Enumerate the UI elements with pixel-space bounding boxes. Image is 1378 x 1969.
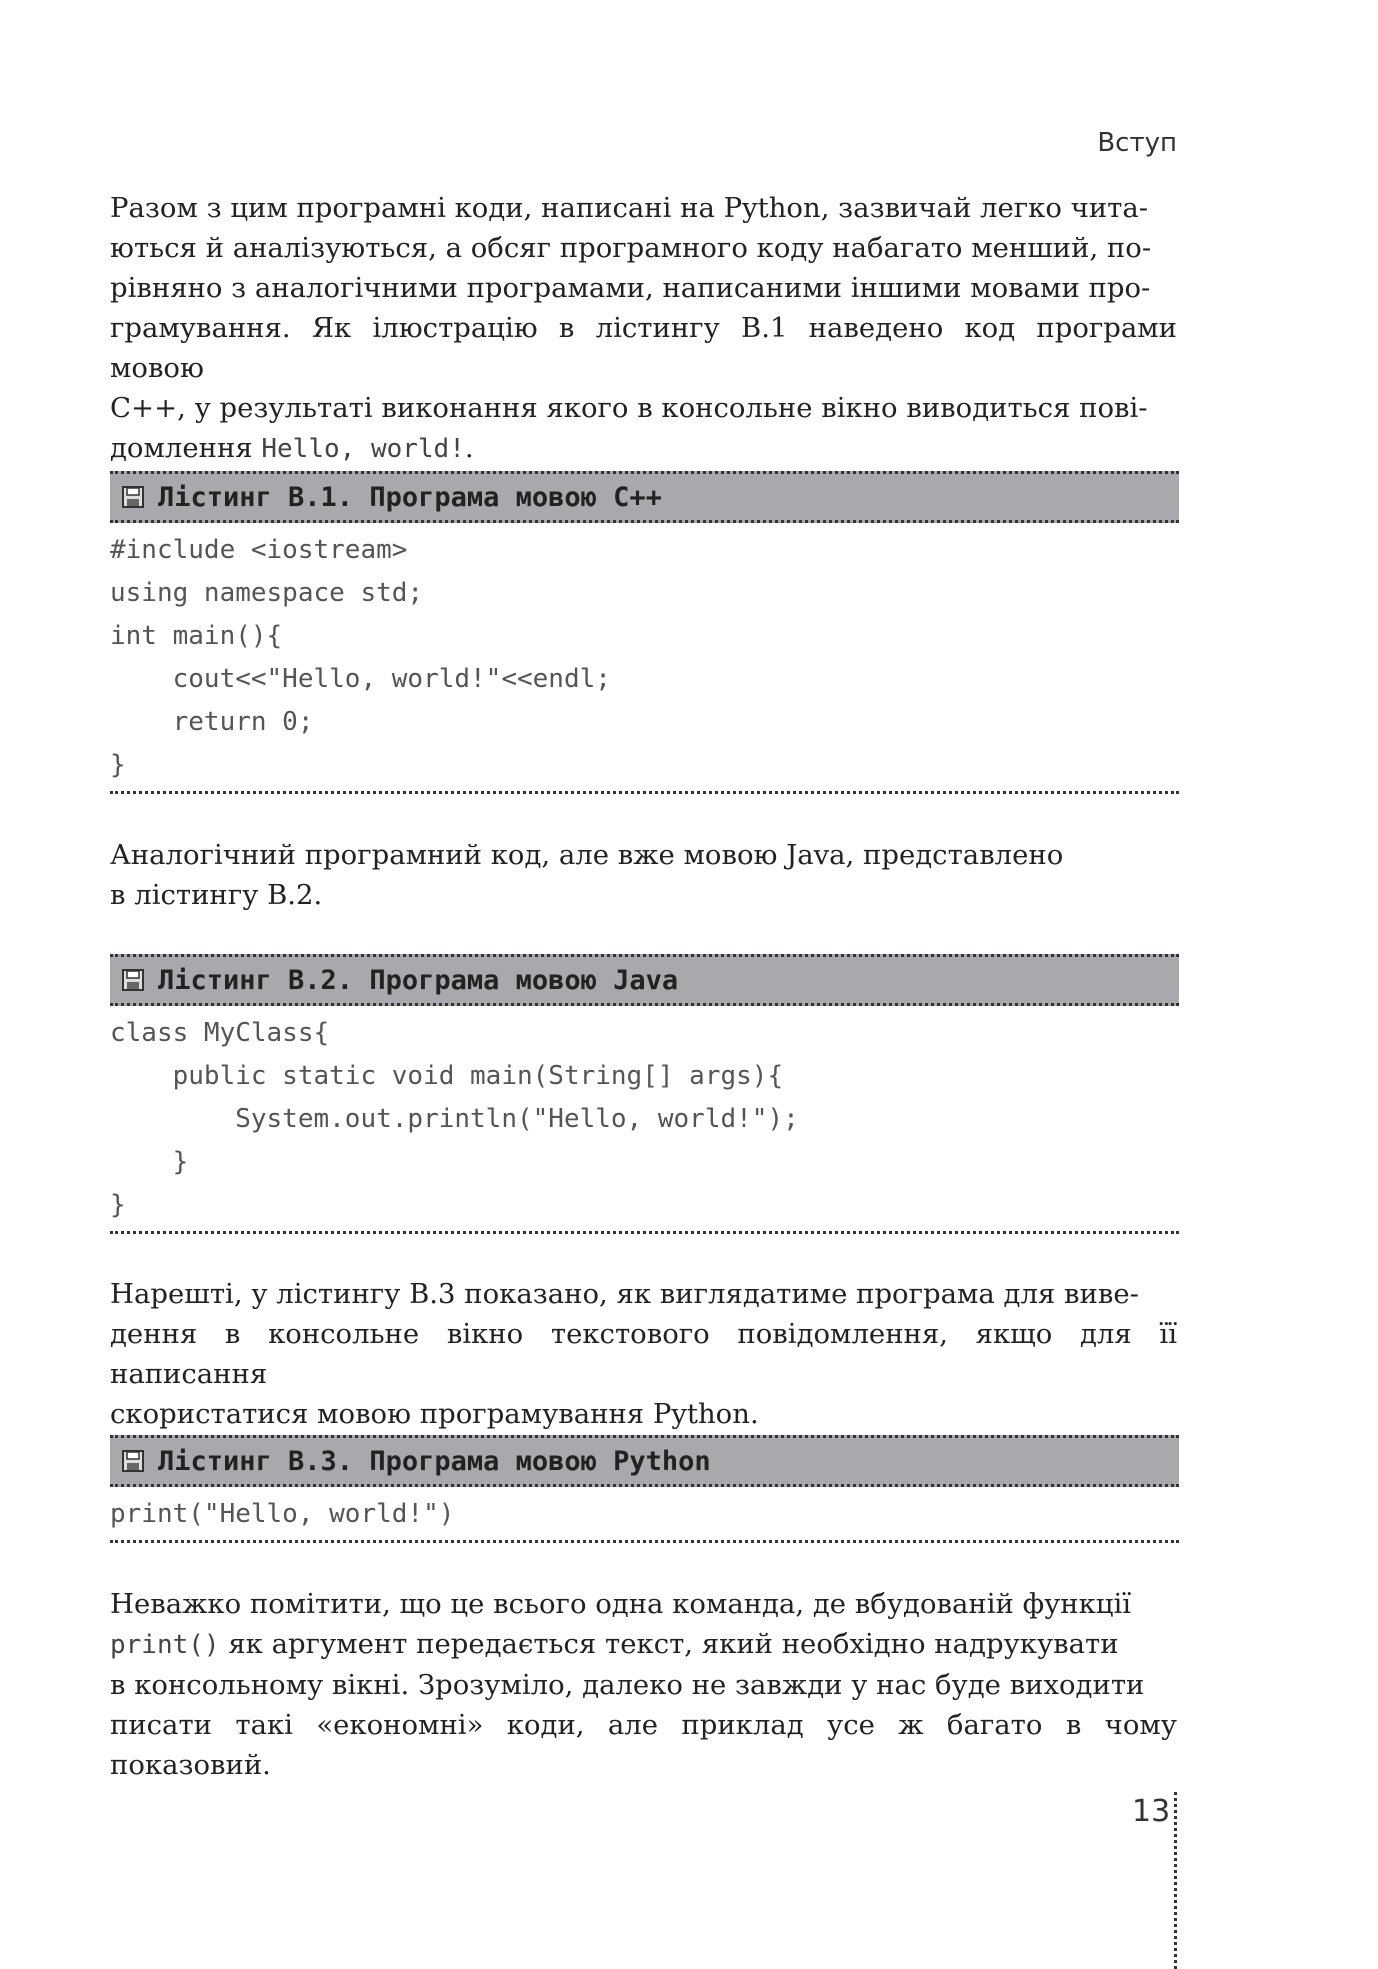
code-line: System.out.println("Hello, world!"); bbox=[110, 1104, 799, 1134]
code-line: using namespace std; bbox=[110, 578, 424, 608]
text-line: C++, у результаті виконання якого в консольне вікно виводиться пові- bbox=[110, 392, 1148, 424]
text-fragment: . bbox=[464, 432, 474, 464]
code-line: class MyClass{ bbox=[110, 1018, 330, 1048]
floppy-disk-icon bbox=[122, 969, 144, 991]
text-line: писати такі «економні» коди, але приклад усе ж багато в чому показовий. bbox=[110, 1709, 1177, 1781]
listing-header bbox=[110, 1435, 1179, 1487]
code-line: #include <iostream> bbox=[110, 535, 408, 565]
code-block bbox=[110, 1006, 1179, 1234]
text-line: в лістингу В.2. bbox=[110, 879, 323, 911]
page-number: 13 bbox=[1132, 1794, 1171, 1829]
text-line: Нарешті, у лістингу В.3 показано, як виглядатиме програма для виве- bbox=[110, 1278, 1139, 1310]
code-line: } bbox=[110, 750, 126, 780]
inline-code: print() bbox=[110, 1630, 220, 1660]
page-edge-rule bbox=[1174, 1792, 1177, 1969]
floppy-disk-icon bbox=[122, 1450, 144, 1472]
text-line: скористатися мовою програмування Python. bbox=[110, 1398, 759, 1430]
listing-header bbox=[110, 471, 1179, 523]
intro-paragraph bbox=[110, 188, 1177, 469]
listing-title: Лістинг В.1. Програма мовою C++ bbox=[158, 481, 662, 513]
text-line: дення в консольне вікно текстового повідомлення, якщо для її написання bbox=[110, 1318, 1177, 1390]
code-block bbox=[110, 523, 1179, 794]
text-line: рівняно з аналогічними програмами, написаними іншими мовами про- bbox=[110, 272, 1151, 304]
code-block bbox=[110, 1487, 1179, 1543]
code-line: } bbox=[110, 1147, 189, 1177]
text-line: в консольному вікні. Зрозуміло, далеко не завжди у нас буде виходити bbox=[110, 1669, 1145, 1701]
text-fragment: домлення bbox=[110, 432, 262, 464]
text-line: Разом з цим програмні коди, написані на Python, зазвичай легко чита- bbox=[110, 192, 1149, 224]
code-line: } bbox=[110, 1190, 126, 1220]
listing-header bbox=[110, 954, 1179, 1006]
listing-python bbox=[110, 1435, 1179, 1543]
text-line: Неважко помітити, що це всього одна команда, де вбудованій функції bbox=[110, 1588, 1132, 1620]
listing-java bbox=[110, 954, 1179, 1234]
listing-title: Лістинг В.3. Програма мовою Python bbox=[158, 1445, 711, 1477]
floppy-disk-icon bbox=[122, 486, 144, 508]
inline-code: Hello, world! bbox=[261, 434, 465, 464]
code-line: public static void main(String[] args){ bbox=[110, 1061, 784, 1091]
paragraph-python-intro bbox=[110, 1274, 1177, 1434]
text-line: Аналогічний програмний код, але вже мовою Java, представлено bbox=[110, 839, 1064, 871]
text-fragment: як аргумент передається текст, який необхідно надрукувати bbox=[219, 1628, 1119, 1660]
text-line: ються й аналізуються, а обсяг програмного коду набагато менший, по- bbox=[110, 232, 1152, 264]
text-line bbox=[110, 1624, 1177, 1665]
code-line: cout<<"Hello, world!"<<endl; bbox=[110, 664, 611, 694]
running-header: Вступ bbox=[1097, 128, 1177, 158]
listing-title: Лістинг В.2. Програма мовою Java bbox=[158, 964, 679, 996]
listing-cpp bbox=[110, 471, 1179, 794]
text-line: грамування. Як ілюстрацію в лістингу В.1 наведено код програми мовою bbox=[110, 312, 1177, 384]
code-line: return 0; bbox=[110, 707, 314, 737]
text-line bbox=[110, 428, 1177, 469]
code-line: print("Hello, world!") bbox=[110, 1499, 455, 1529]
paragraph-conclusion bbox=[110, 1584, 1177, 1785]
code-line: int main(){ bbox=[110, 621, 283, 651]
paragraph-java-intro bbox=[110, 835, 1177, 915]
